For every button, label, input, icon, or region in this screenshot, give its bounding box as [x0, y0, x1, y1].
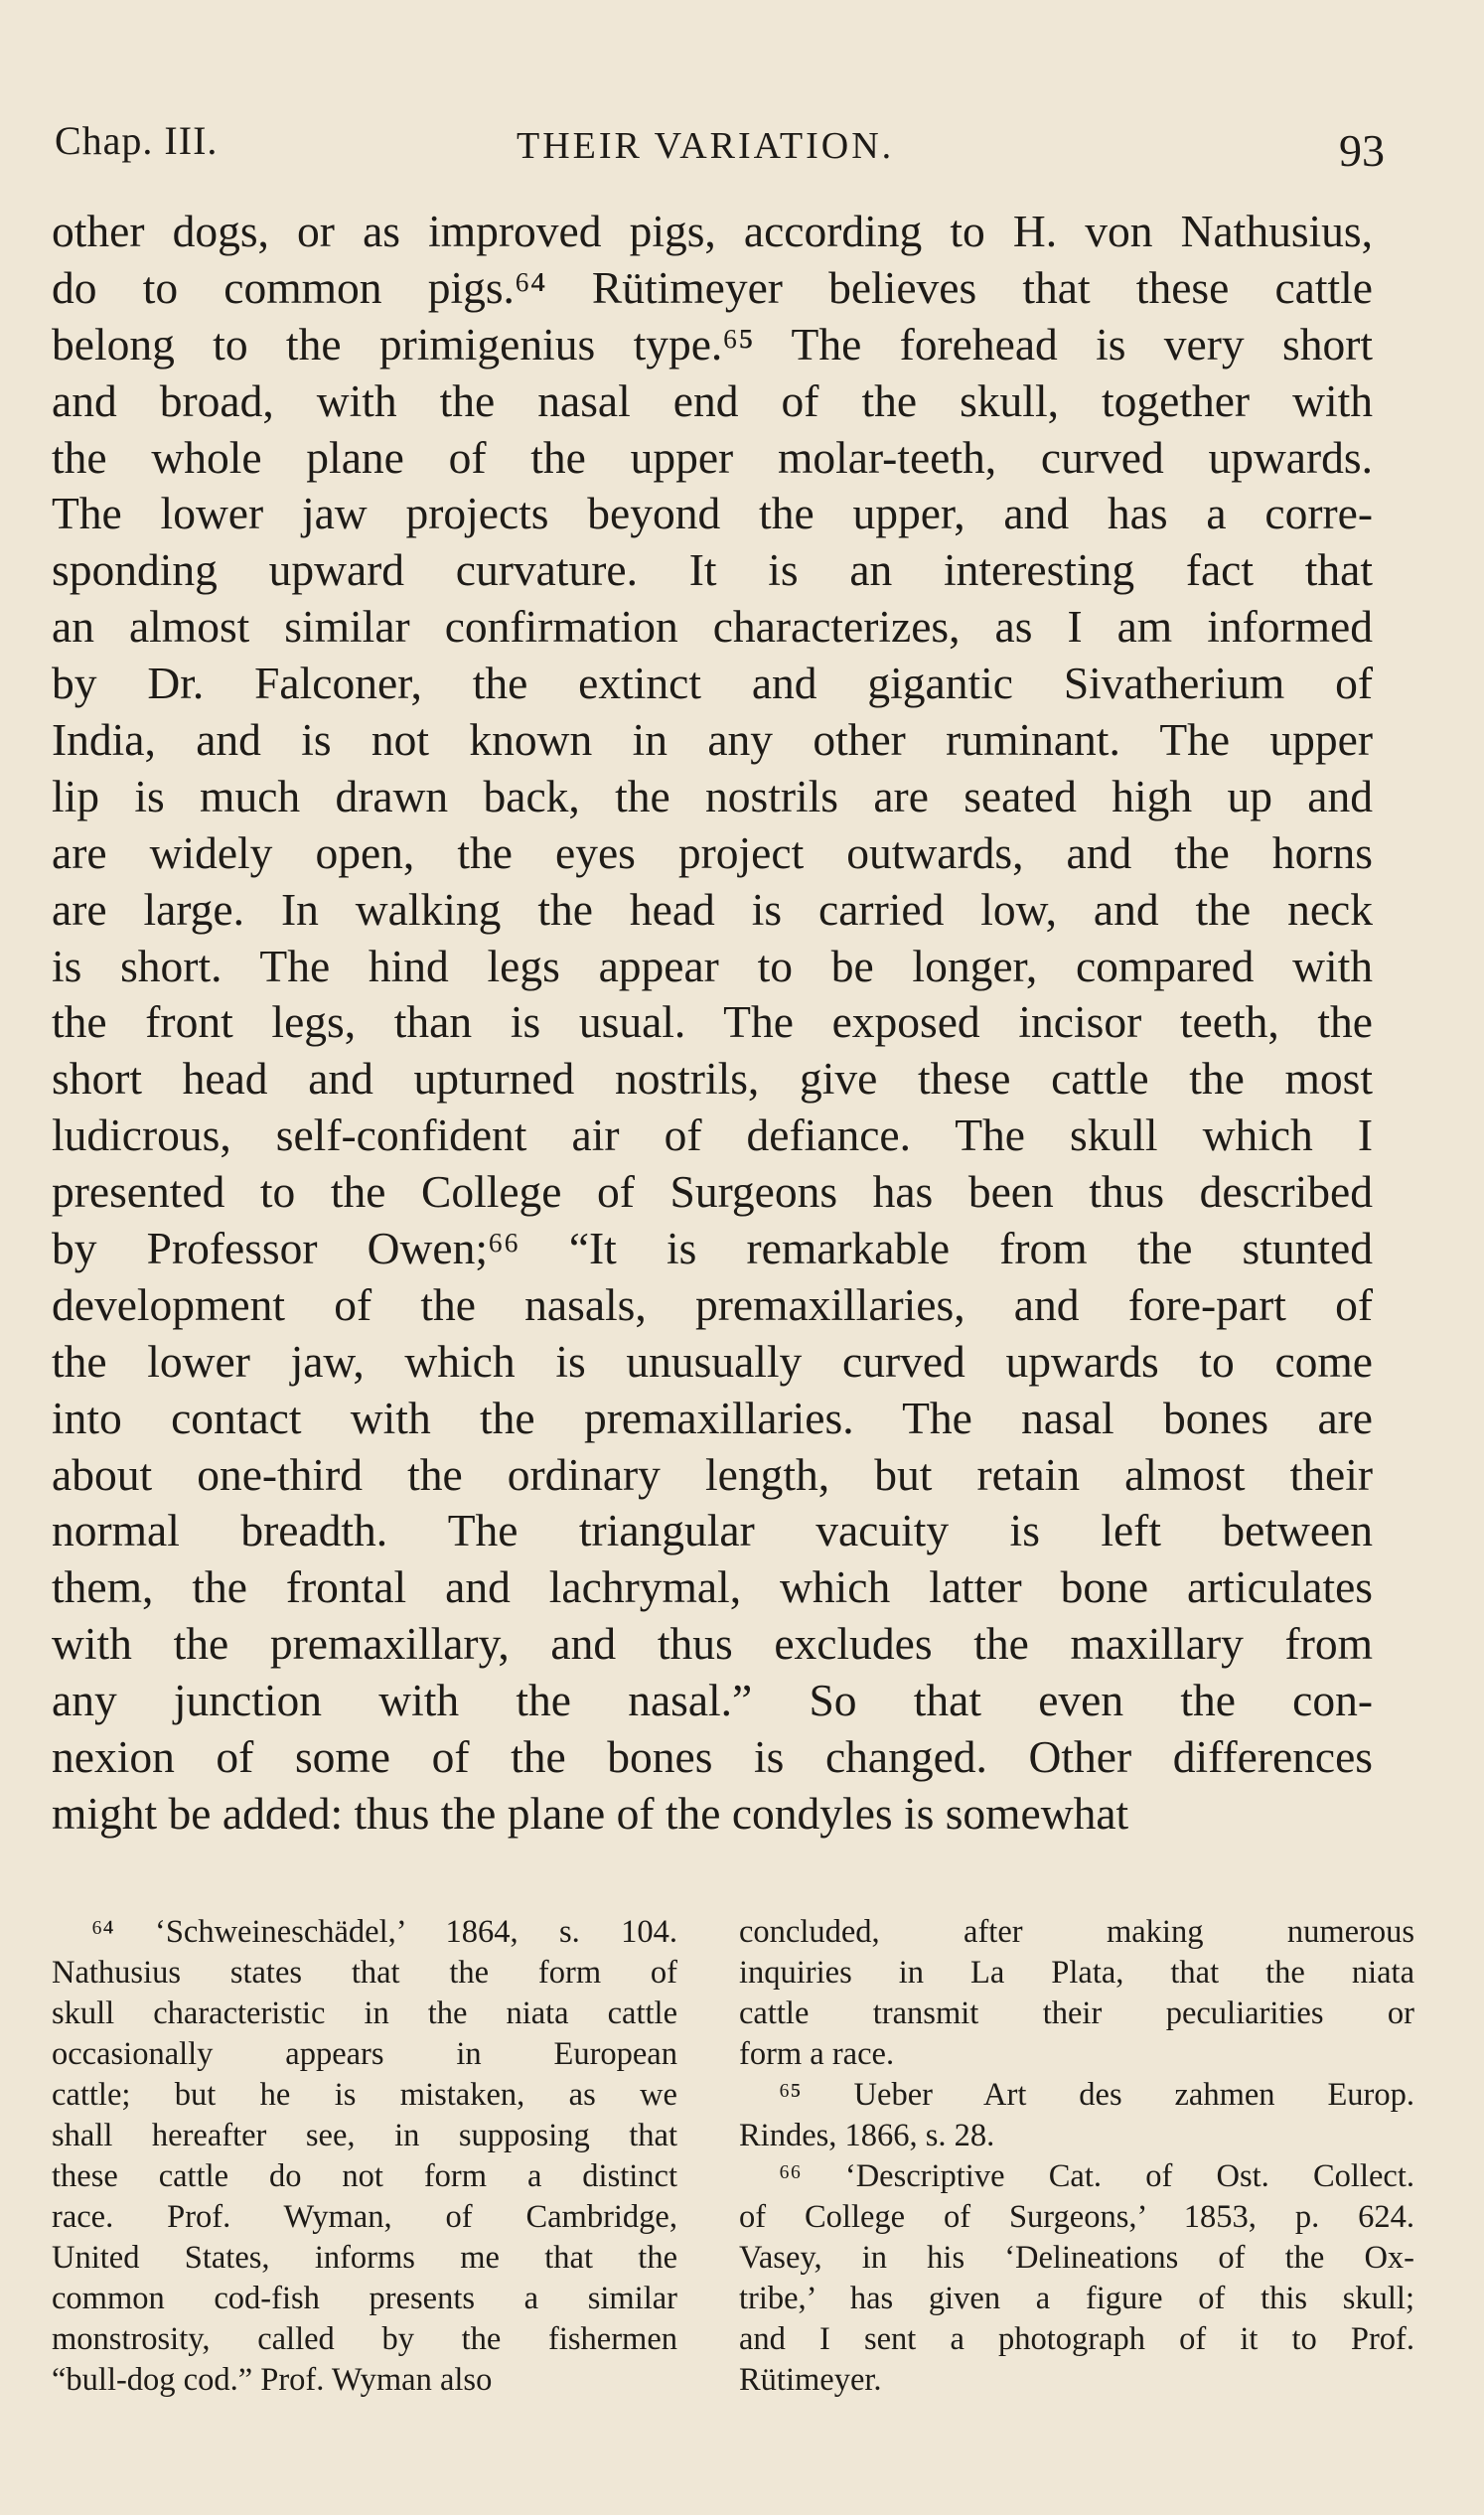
footnote-line: cattle transmit their peculiarities or	[739, 1996, 1414, 2031]
footnote-line: “bull-dog cod.” Prof. Wyman also	[52, 2362, 493, 2398]
body-text	[52, 204, 1373, 1843]
footnote-line: United States, informs me that the	[52, 2240, 677, 2276]
footnote-line: ⁶⁴ ‘Schweineschädel,’ 1864, s. 104.	[91, 1914, 677, 1950]
text-line: India, and is not known in any other ruminant. The upper	[52, 714, 1373, 766]
text-line: the whole plane of the upper molar-teeth, curved upwards.	[52, 431, 1373, 483]
footnote-line: Rütimeyer.	[739, 2362, 882, 2398]
text-line: other dogs, or as improved pigs, according to H. von Nathusius,	[52, 206, 1373, 256]
text-line: might be added: thus the plane of the condyles is somewhat	[52, 1787, 1129, 1839]
running-title: THEIR VARIATION.	[517, 125, 895, 167]
text-line: the lower jaw, which is unusually curved upwards to come	[52, 1335, 1373, 1387]
footnote-line: inquiries in La Plata, that the niata	[739, 1955, 1414, 1991]
text-line: with the premaxillary, and thus excludes the maxillary from	[52, 1618, 1373, 1670]
text-line: nexion of some of the bones is changed. Other differences	[52, 1731, 1373, 1783]
text-line: short head and upturned nostrils, give these cattle the most	[52, 1053, 1373, 1105]
text-line: the front legs, than is usual. The exposed incisor teeth, the	[52, 996, 1373, 1048]
footnote-line: common cod-fish presents a similar	[52, 2281, 677, 2316]
footnote-column-left	[52, 1912, 677, 2401]
footnote-line: of College of Surgeons,’ 1853, p. 624.	[739, 2199, 1414, 2235]
text-line: about one-third the ordinary length, but retain almost their	[52, 1448, 1373, 1500]
footnote-line: ⁶⁶ ‘Descriptive Cat. of Ost. Collect.	[779, 2158, 1414, 2194]
text-line: them, the frontal and lachrymal, which latter bone articulates	[52, 1561, 1373, 1613]
footnote-line: these cattle do not form a distinct	[52, 2158, 677, 2194]
text-line: are large. In walking the head is carried low, and the neck	[52, 883, 1373, 935]
footnote-line: race. Prof. Wyman, of Cambridge,	[52, 2199, 677, 2235]
footnote-line: form a race.	[739, 2036, 895, 2072]
footnote-line: skull characteristic in the niata cattle	[52, 1996, 677, 2031]
text-line: is short. The hind legs appear to be longer, compared with	[52, 940, 1373, 991]
text-line: do to common pigs.⁶⁴ Rütimeyer believes that these cattle	[52, 261, 1373, 313]
footnotes	[52, 1912, 1414, 2429]
text-line: any junction with the nasal.” So that even the con-	[52, 1675, 1373, 1726]
text-line: sponding upward curvature. It is an interesting fact that	[52, 544, 1373, 596]
footnote-line: concluded, after making numerous	[739, 1914, 1414, 1950]
text-line: presented to the College of Surgeons has been thus described	[52, 1166, 1373, 1218]
text-line: development of the nasals, premaxillaries, and fore-part of	[52, 1278, 1373, 1330]
footnote-line: cattle; but he is mistaken, as we	[52, 2077, 677, 2113]
text-line: normal breadth. The triangular vacuity is left between	[52, 1505, 1373, 1556]
footnote-line: Vasey, in his ‘Delineations of the Ox-	[739, 2240, 1414, 2276]
text-line: are widely open, the eyes project outwards, and the horns	[52, 826, 1373, 878]
footnote-column-right	[739, 1912, 1414, 2401]
text-line: ludicrous, self-confident air of defiance. The skull which I	[52, 1110, 1373, 1161]
footnote-line: shall hereafter see, in supposing that	[52, 2118, 677, 2153]
chapter-label: Chap. III.	[55, 118, 219, 163]
text-line: into contact with the premaxillaries. The nasal bones are	[52, 1392, 1373, 1443]
text-line: and broad, with the nasal end of the skull, together with	[52, 374, 1373, 426]
footnote-line: tribe,’ has given a figure of this skull;	[739, 2281, 1414, 2316]
running-head	[55, 109, 1385, 179]
text-line: by Professor Owen;⁶⁶ “It is remarkable from the stunted	[52, 1223, 1373, 1274]
text-line: by Dr. Falconer, the extinct and gigantic Sivatherium of	[52, 658, 1373, 709]
text-line: belong to the primigenius type.⁶⁵ The forehead is very short	[52, 318, 1373, 370]
footnote-line: monstrosity, called by the fishermen	[52, 2321, 677, 2357]
text-line: The lower jaw projects beyond the upper, and has a corre-	[52, 488, 1373, 539]
footnote-line: ⁶⁵ Ueber Art des zahmen Europ.	[779, 2077, 1414, 2113]
footnote-line: and I sent a photograph of it to Prof.	[739, 2321, 1414, 2357]
text-line: lip is much drawn back, the nostrils are seated high up and	[52, 770, 1373, 821]
footnote-line: occasionally appears in European	[52, 2036, 677, 2072]
text-line: an almost similar confirmation characterizes, as I am informed	[52, 601, 1373, 653]
page-number: 93	[1339, 125, 1385, 176]
footnote-line: Rindes, 1866, s. 28.	[739, 2118, 995, 2153]
footnote-line: Nathusius states that the form of	[52, 1955, 677, 1991]
